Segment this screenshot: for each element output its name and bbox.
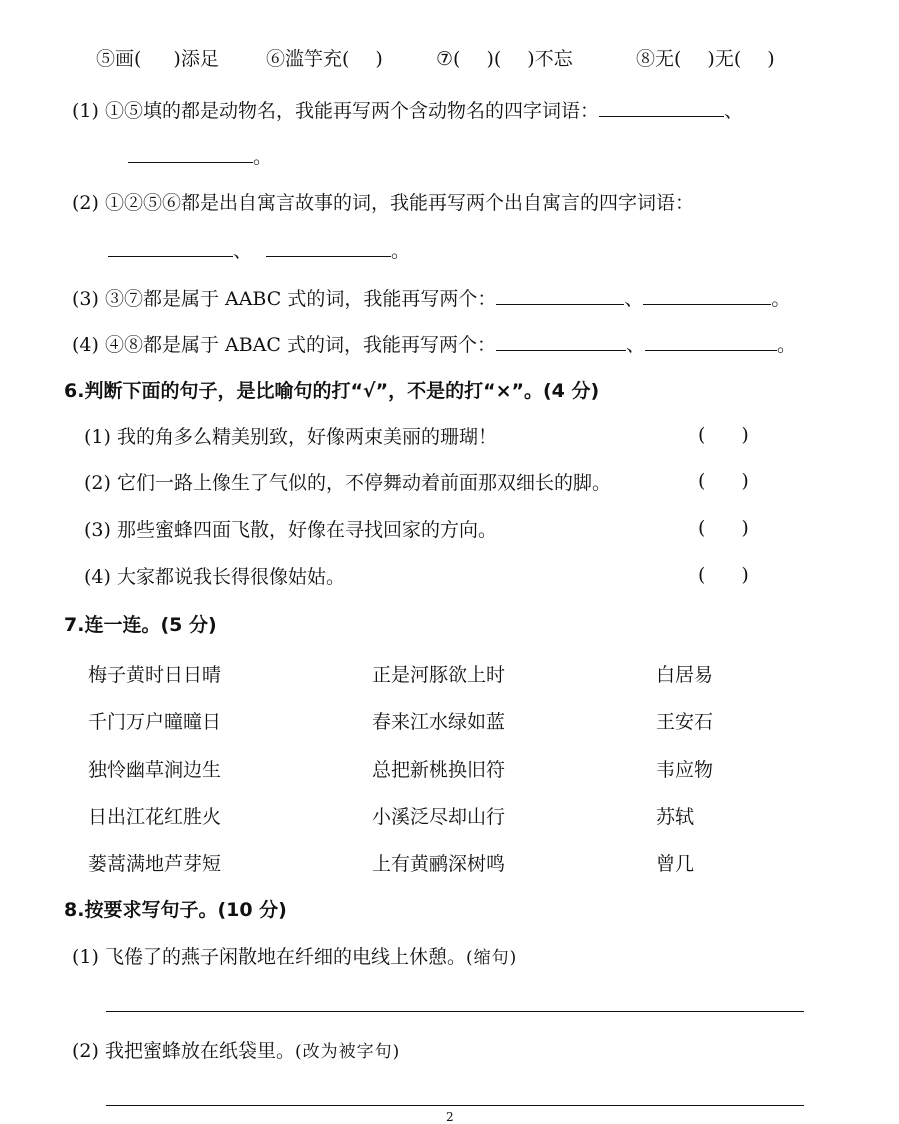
q7-left-5[interactable]: 蒌蒿满地芦芽短 [88, 853, 222, 875]
idiom-7-end: )不忘 [527, 48, 573, 70]
q5-sub-4-blank-2[interactable] [645, 332, 777, 351]
q7-middle-4[interactable]: 小溪泛尽却山行 [372, 806, 506, 828]
q5-sub-2 [72, 190, 694, 216]
q5-sub-1-cont [128, 144, 272, 170]
q6-answer-1[interactable] [698, 424, 749, 446]
q5-sub-4-sep: 、 [625, 334, 645, 356]
q6-heading: 6.判断下面的句子，是比喻句的打“√”，不是的打“×”。(4 分) [64, 380, 600, 402]
idiom-6: ⑥滥竽充( [266, 48, 350, 70]
idiom-7-mid: )( [486, 48, 502, 70]
q5-sub-2-cont [108, 238, 410, 264]
q6-answer-3[interactable] [698, 517, 749, 539]
q7-right-3[interactable]: 韦应物 [656, 759, 714, 781]
q8-answer-line-2[interactable] [106, 1105, 804, 1106]
q7-middle-5[interactable]: 上有黄鹂深树鸣 [372, 853, 506, 875]
paren-close: ) [741, 564, 749, 586]
q5-sub-1-blank-2[interactable] [128, 144, 253, 163]
q5-sub-1 [72, 98, 743, 124]
q7-right-4[interactable]: 苏轼 [656, 806, 695, 828]
q5-sub-1-text: (1) ①⑤填的都是动物名，我能再写两个含动物名的四字词语： [72, 100, 599, 122]
q5-sub-2-sep: 、 [233, 240, 253, 262]
idiom-7: ⑦( [436, 48, 461, 70]
idiom-8-mid: )无( [707, 48, 742, 70]
q5-sub-3 [72, 286, 790, 312]
q5-sub-4-text: (4) ④⑧都是属于 ABAC 式的词，我能再写两个： [72, 334, 496, 356]
paren-open: ( [698, 564, 706, 586]
idiom-7-row [436, 46, 573, 72]
idiom-6-end: ) [375, 48, 383, 70]
idiom-6-row [266, 46, 383, 72]
q5-sub-3-sep: 、 [624, 288, 644, 310]
q8-item-1 [72, 944, 517, 971]
q8-item-1-hint: (缩句) [465, 948, 518, 968]
q7-left-3[interactable]: 独怜幽草涧边生 [88, 759, 222, 781]
q6-item-1: (1) 我的角多么精美别致，好像两束美丽的珊瑚！ [84, 426, 497, 448]
q5-sub-1-end: 。 [253, 146, 273, 168]
q8-item-1-text: (1) 飞倦了的燕子闲散地在纤细的电线上休憩。 [72, 946, 466, 968]
q5-sub-1-blank-1[interactable] [599, 98, 724, 117]
q7-left-4[interactable]: 日出江花红胜火 [88, 806, 222, 828]
q7-middle-3[interactable]: 总把新桃换旧符 [372, 759, 506, 781]
q5-sub-2-end: 。 [391, 240, 411, 262]
q6-answer-4[interactable] [698, 564, 749, 586]
q5-sub-4-blank-1[interactable] [496, 332, 626, 351]
q5-sub-2-text: (2) ①②⑤⑥都是出自寓言故事的词，我能再写两个出自寓言的四字词语： [72, 192, 694, 214]
q8-item-2 [72, 1038, 400, 1065]
idiom-8: ⑧无( [636, 48, 682, 70]
idiom-8-row [636, 46, 775, 72]
q5-sub-3-blank-1[interactable] [496, 286, 624, 305]
q8-answer-line-1[interactable] [106, 1011, 804, 1012]
paren-open: ( [698, 517, 706, 539]
q5-sub-4-end: 。 [777, 334, 797, 356]
q8-heading: 8.按要求写句子。(10 分) [64, 899, 287, 921]
q5-sub-3-blank-2[interactable] [643, 286, 771, 305]
q7-left-1[interactable]: 梅子黄时日日晴 [88, 664, 222, 686]
q8-item-2-text: (2) 我把蜜蜂放在纸袋里。 [72, 1040, 295, 1062]
q7-left-2[interactable]: 千门万户曈曈日 [88, 711, 222, 733]
q8-item-2-hint: (改为被字句) [294, 1042, 401, 1062]
paren-close: ) [741, 424, 749, 446]
q7-right-5[interactable]: 曾几 [656, 853, 695, 875]
q7-heading: 7.连一连。(5 分) [64, 614, 217, 636]
q6-answer-2[interactable] [698, 470, 749, 492]
paren-open: ( [698, 470, 706, 492]
paren-open: ( [698, 424, 706, 446]
q5-sub-2-blank-2[interactable] [266, 238, 391, 257]
paren-close: ) [741, 470, 749, 492]
q7-right-1[interactable]: 白居易 [656, 664, 714, 686]
idiom-5-end: )添足 [173, 48, 219, 70]
paren-close: ) [741, 517, 749, 539]
q5-sub-3-text: (3) ③⑦都是属于 AABC 式的词，我能再写两个： [72, 288, 497, 310]
q5-sub-3-end: 。 [771, 288, 791, 310]
idiom-8-end: ) [767, 48, 775, 70]
idiom-row [96, 46, 219, 72]
q7-middle-1[interactable]: 正是河豚欲上时 [372, 664, 506, 686]
q5-sub-1-sep: 、 [723, 100, 743, 122]
q7-right-2[interactable]: 王安石 [656, 711, 714, 733]
q5-sub-2-blank-1[interactable] [108, 238, 233, 257]
page-number: 2 [446, 1110, 454, 1124]
idiom-5: ⑤画( [96, 48, 142, 70]
q6-item-3: (3) 那些蜜蜂四面飞散，好像在寻找回家的方向。 [84, 519, 497, 541]
q7-middle-2[interactable]: 春来江水绿如蓝 [372, 711, 506, 733]
q5-sub-4 [72, 332, 796, 358]
q6-item-4: (4) 大家都说我长得很像姑姑。 [84, 566, 345, 588]
q6-item-2: (2) 它们一路上像生了气似的，不停舞动着前面那双细长的脚。 [84, 472, 611, 494]
